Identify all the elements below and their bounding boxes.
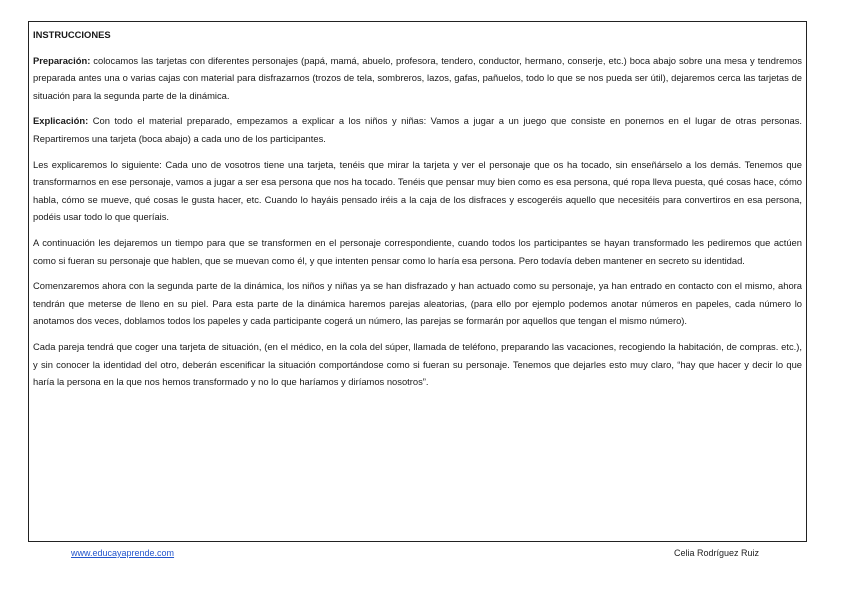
paragraph-text: Les explicaremos lo siguiente: Cada uno de vosotros tiene una tarjeta, tenéis que mirar la tarjeta y ver el personaje que os ha tocado, sin enseñárselo a los demás. Tenemos que transformarnos en ese personaje, vamos a jugar a ser esa persona que nos ha tocado. Tenéis que pensar muy bien como es esa persona, qué ropa lleva puesta, qué cosas hace, cómo habla, cómo se mueve, qué cosas le gusta hacer, etc. Cuando lo hayáis pensado iréis a la caja de los disfraces y escogeréis aquello que necesitéis para convertiros en esa persona, podéis usar todo lo que queríais. <box>33 158 802 223</box>
paragraph-situation-cards <box>33 338 802 391</box>
paragraph-lead: Explicación: <box>33 115 89 127</box>
paragraph-text: Cada pareja tendrá que coger una tarjeta de situación, (en el médico, en la cola del súper, llamada de teléfono, preparando las vacaciones, recogiendo la habitación, de compras. etc.), y sin conocer la identidad del otro, deberán escenificar la situación comportándose como si fueran su personaje. Tenemos que dejarles esto muy claro, “hay que hacer y decir lo que haría la persona en la que nos hemos transformado y no lo que haríamos y diríamos nosotros”. <box>33 340 802 388</box>
author-name: Celia Rodríguez Ruiz <box>674 548 760 558</box>
paragraph-transformation <box>33 234 802 269</box>
paragraph-lead: Preparación: <box>33 54 91 66</box>
paragraph-text: Comenzaremos ahora con la segunda parte de la dinámica, los niños y niñas ya se han disfrazado y han actuado como su personaje, ya han entrado en contacto con el mismo, ahora tendrán que meterse de lleno en su piel. Para esta parte de la dinámica haremos parejas aleatorias, (para ello por ejemplo podemos anotar números en papeles, cada número lo anotamos dos veces, doblamos todos los papeles y cada participante cogerá un número, las parejas se formarán por aquellos que tengan el mismo número). <box>33 280 802 327</box>
paragraph-explanation <box>33 112 802 147</box>
paragraph-text: A continuación les dejaremos un tiempo para que se transformen en el personaje correspondiente, cuando todos los participantes se hayan transformado les pediremos que actúen como si fueran su personaje que hablen, que se muevan como él, y que intenten pensar como lo haría esa persona. Pero todavía deben mantener en secreto su identidad. <box>33 236 802 266</box>
paragraph-second-part <box>33 277 802 330</box>
paragraph-text: Con todo el material preparado, empezamos a explicar a los niños y niñas: Vamos a jugar a un juego que consiste en ponernos en el lugar de otras personas. Repartiremos una tarjeta (boca abajo) a cada uno de los participantes. <box>33 115 802 144</box>
instructions-content <box>33 26 802 399</box>
paragraph-preparation <box>33 52 802 105</box>
paragraph-text: colocamos las tarjetas con diferentes personajes (papá, mamá, abuelo, profesora, tendero, conductor, hermano, conserje, etc.) boca abajo sobre una mesa y tendremos preparada antes una o varias cajas con material para disfrazarnos (trozos de tela, sombreros, lazos, gafas, pañuelos, todo lo que se nos pueda ser útil), dejaremos cerca las tarjetas de situación para la segunda parte de la dinámica. <box>33 54 802 101</box>
instructions-frame <box>28 21 807 542</box>
instructions-heading: INSTRUCCIONES <box>33 29 111 40</box>
website-link[interactable]: www.educayaprende.com <box>71 548 175 558</box>
paragraph-instructions-to-children <box>33 156 802 226</box>
